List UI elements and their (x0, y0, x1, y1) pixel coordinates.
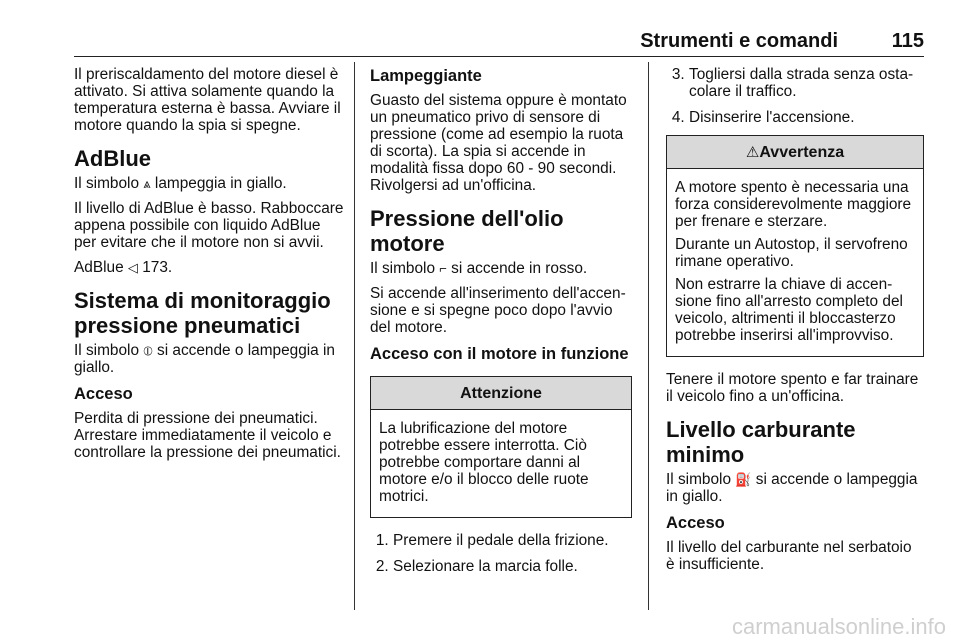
warning-title: Avvertenza (759, 144, 845, 161)
reference-arrow-icon: ◁ (127, 260, 138, 275)
fuel-pump-icon: ⛽ (735, 472, 752, 487)
text: Il simbolo (74, 342, 140, 359)
steps-list (370, 532, 632, 575)
lampeggiante-heading: Lampeggiante (370, 67, 482, 85)
adblue-reference[interactable] (74, 259, 346, 276)
tpms-symbol-paragraph (74, 342, 346, 376)
running-heading: Acceso con il motore in funzione (370, 345, 629, 363)
fuel-paragraph: Il livello del carburante nel serbatoio è insufficiente. (666, 539, 912, 573)
warning-text-3: Non estrarre la chiave di accensione fino all'arresto completo del veicolo, altrimenti il bloccasterzo potrebbe inserirsi all'improvviso. (675, 276, 903, 344)
adblue-icon: ⩓ (143, 176, 151, 191)
list-item: 1. Premere il pedale della frizione. (393, 532, 632, 549)
attention-title: Attenzione (371, 377, 631, 410)
text: si accende o lampeggia in giallo. (666, 471, 918, 505)
lampeggiante-paragraph: Guasto del sistema oppure è montato un pneumatico privo di sensore di pressione (come ad esempio la ruota di scorta). La spia si accende in modalità fissa dopo 60 - 90 secondi. Rivolgersi ad un'officina. (370, 92, 627, 194)
attention-body (371, 410, 631, 517)
attention-box (370, 376, 632, 518)
warning-body (667, 169, 923, 356)
text: si accende in rosso. (451, 260, 588, 277)
warning-text-1: A motore spento è necessaria una forza considerevolmente maggiore per frenare e sterzare. (675, 179, 912, 230)
acceso-heading: Acceso (666, 514, 725, 532)
column-3 (666, 66, 924, 581)
text: AdBlue (74, 259, 124, 276)
text: Il simbolo (74, 175, 140, 192)
tire-pressure-icon: ⦶ (143, 343, 153, 358)
oil-paragraph: Si accende all'inserimento dell'accensione e si spegne poco dopo l'avvio del motore. (370, 285, 626, 336)
watermark: carmanualsonline.info (731, 614, 946, 639)
warning-icon: ⚠ (745, 144, 760, 161)
text: Il simbolo (370, 260, 436, 277)
page-number: 115 (891, 30, 924, 52)
column-2 (370, 66, 632, 584)
oil-can-icon: ⌐ (439, 261, 447, 276)
list-item: 2. Selezionare la marcia folle. (393, 558, 632, 575)
adblue-symbol-paragraph (74, 175, 346, 192)
fuel-symbol-paragraph (666, 471, 924, 505)
acceso-heading: Acceso (74, 385, 133, 403)
text: si accende o lampeggia in giallo. (74, 342, 335, 376)
column-1 (74, 66, 346, 469)
steps-list-continued (666, 66, 924, 126)
oil-symbol-paragraph (370, 260, 632, 277)
warning-header (667, 136, 923, 169)
adblue-heading: AdBlue (74, 146, 151, 171)
list-item: 3. Togliersi dalla strada senza ostacolare il traffico. (689, 66, 924, 100)
column-divider (354, 62, 355, 610)
text: lampeggia in giallo. (154, 175, 287, 192)
column-divider (648, 62, 649, 610)
warning-box (666, 135, 924, 357)
attention-text: La lubrificazione del motore potrebbe essere interrotta. Ciò potrebbe comportare danni al motore e/o il blocco delle ruote motrici. (379, 420, 589, 505)
tow-paragraph: Tenere il motore spento e far trainare il veicolo fino a un'officina. (666, 371, 919, 405)
tpms-heading: Sistema di monitoraggio pressione pneumatici (74, 288, 331, 338)
intro-paragraph: Il preriscaldamento del motore diesel è attivato. Si attiva solamente quando la temperatura esterna è bassa. Avviare il motore quando la spia si spegne. (74, 66, 341, 134)
adblue-paragraph: Il livello di AdBlue è basso. Rabboccare appena possibile con liquido AdBlue per evitare che il motore non si avvii. (74, 200, 344, 251)
oil-pressure-heading: Pressione dell'olio motore (370, 206, 564, 256)
acceso-paragraph: Perdita di pressione dei pneumatici. Arrestare immediatamente il veicolo e controllare la pressione dei pneumatici. (74, 410, 341, 461)
text: 173. (142, 259, 173, 276)
fuel-heading: Livello carburante minimo (666, 417, 856, 467)
page-header (74, 22, 924, 57)
warning-text-2: Durante un Autostop, il servofreno rimane operativo. (675, 236, 908, 270)
section-title: Strumenti e comandi (640, 30, 838, 52)
list-item: 4. Disinserire l'accensione. (689, 109, 924, 126)
text: Il simbolo (666, 471, 732, 488)
